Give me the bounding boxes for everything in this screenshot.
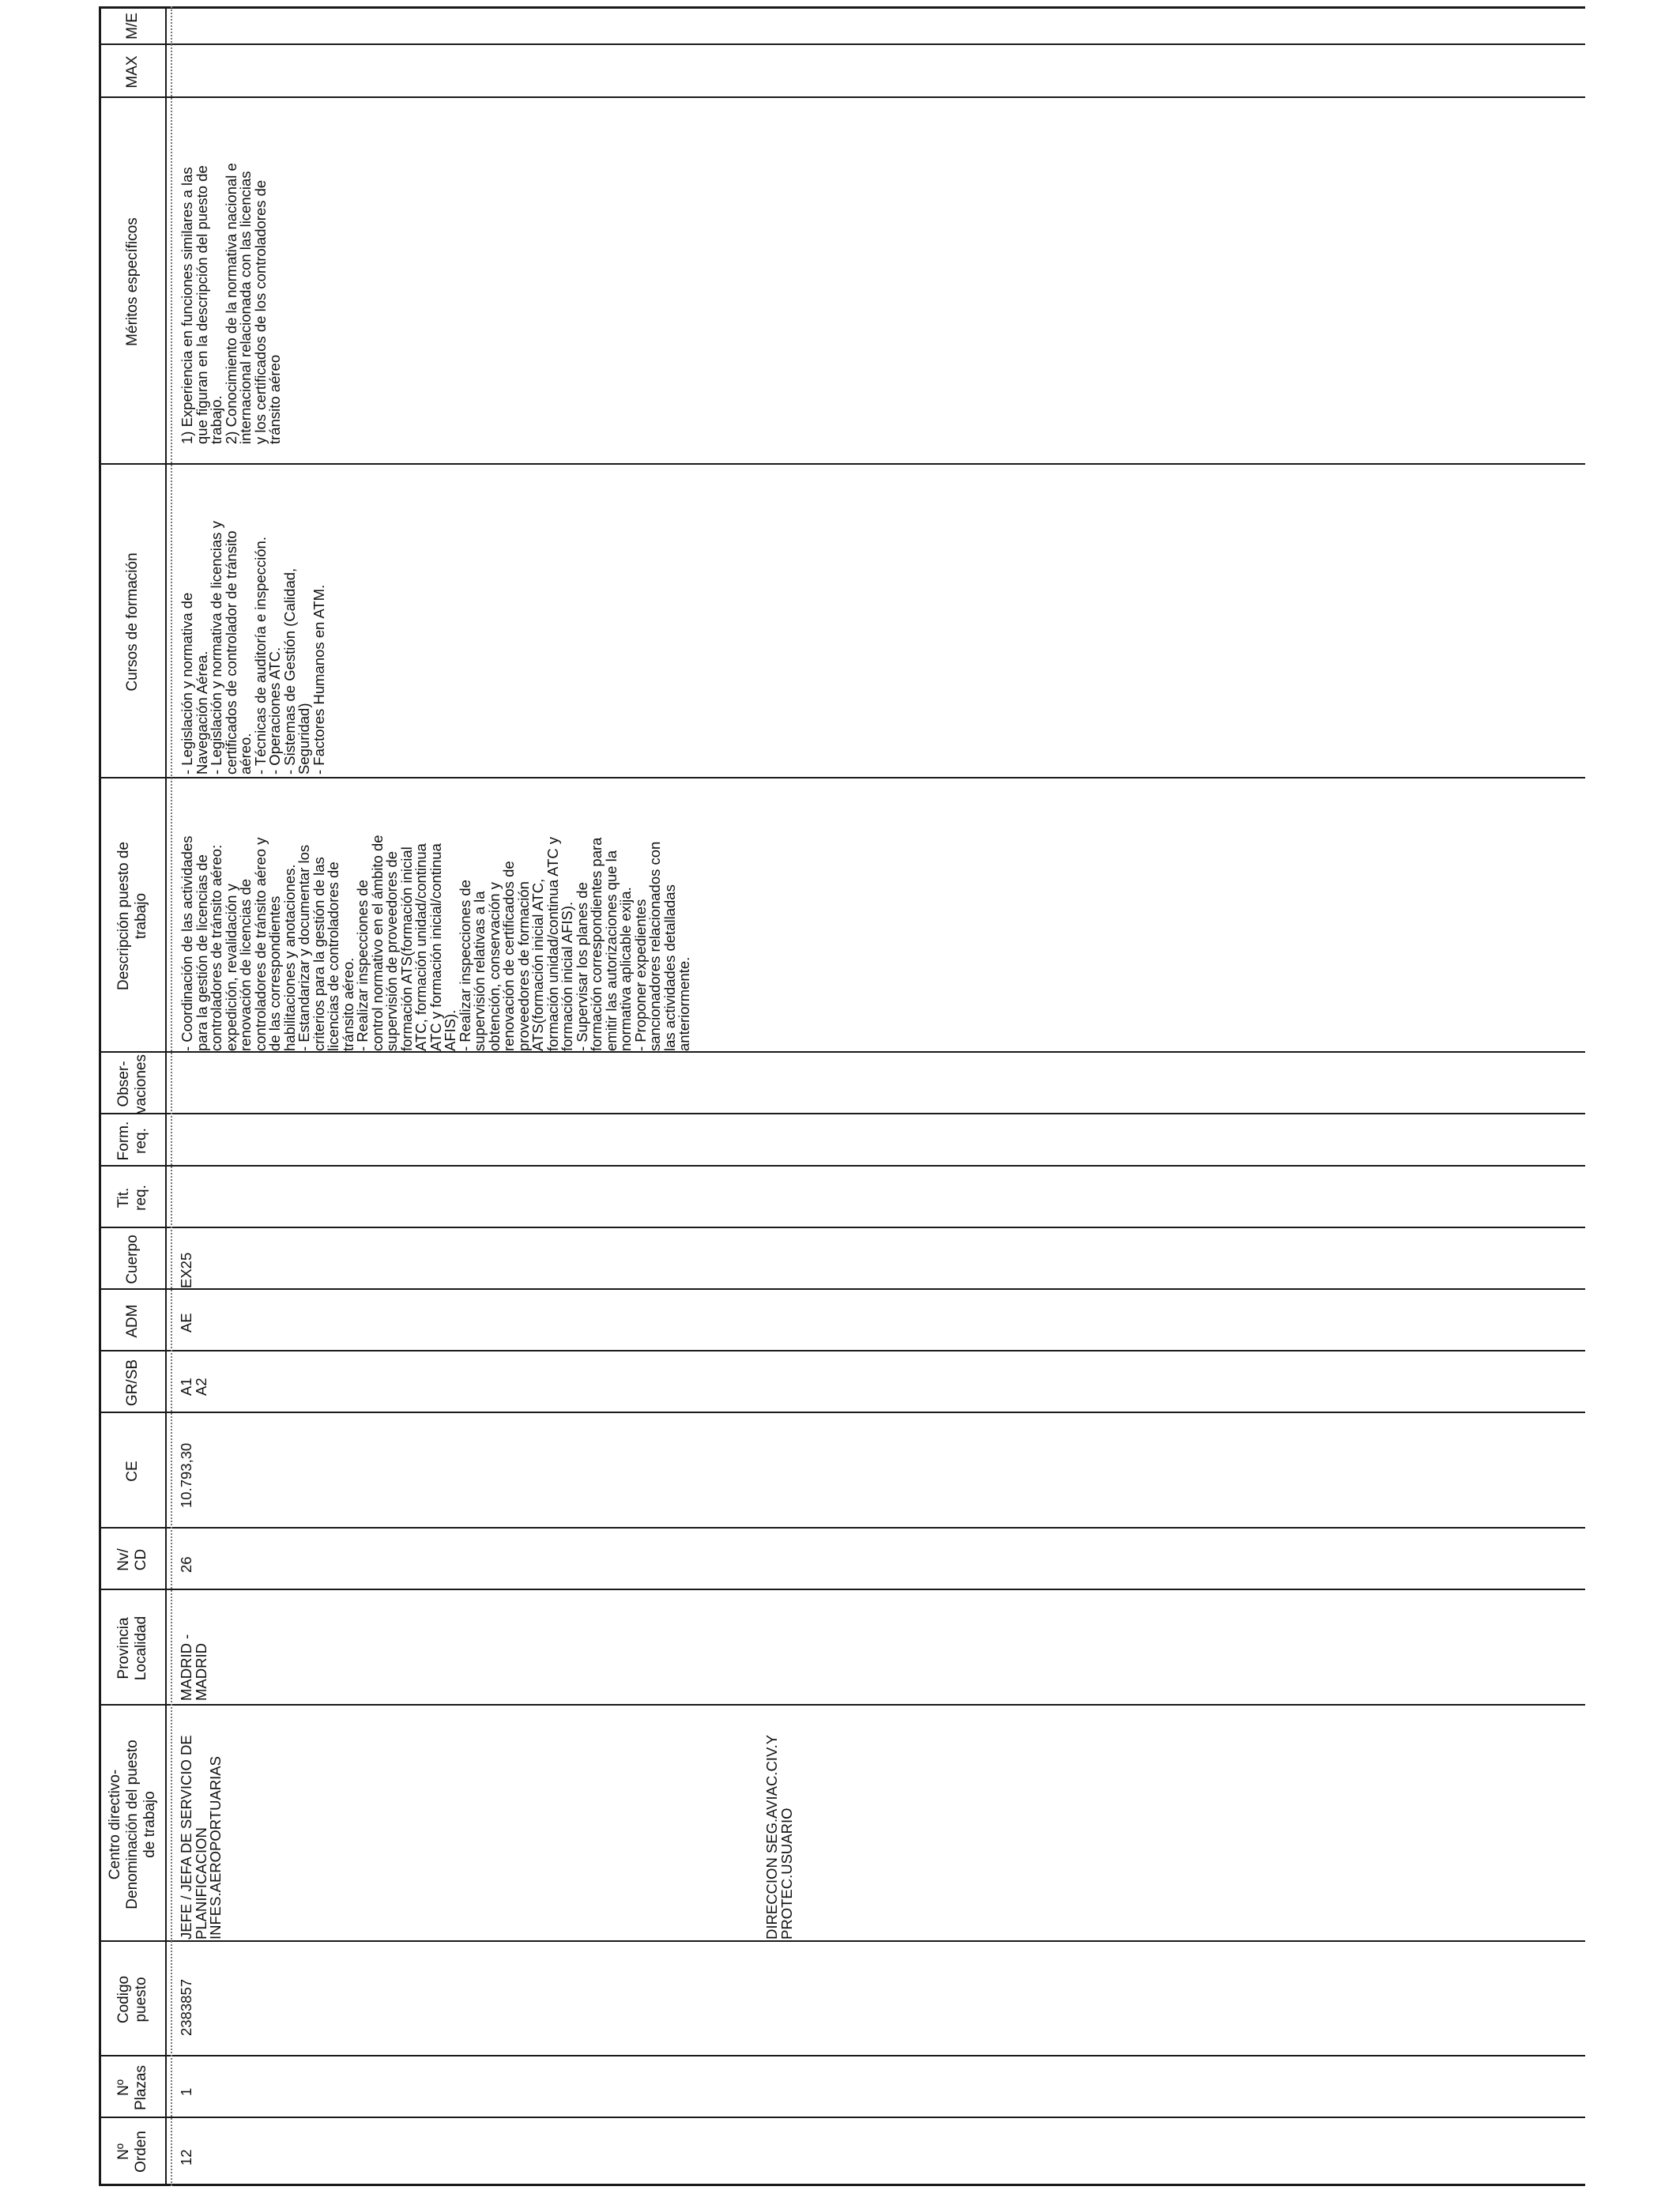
- cell-provincia: MADRID - MADRID: [178, 1634, 209, 1701]
- header-ce: CE: [124, 1461, 141, 1482]
- header-plazas: Nº Plazas: [115, 2064, 149, 2111]
- cell-plazas: 1: [178, 2087, 194, 2096]
- column-separator: [99, 777, 1585, 778]
- header-observaciones: Obser- vaciones: [115, 1054, 149, 1114]
- column-separator: [99, 1589, 1585, 1590]
- column-separator: [99, 2055, 1585, 2056]
- cell-descripcion: - Coordinación de las actividades para la gestión de licencias de controladores de tránsito aéreo: expedición, revalidación y renovación de licencias de controladores de tránsito aéreo y de las correspondientes habilitaciones y anotaciones. - Estandarizar y documentar los criterios para la gestión de las licencias de controladores de tránsito aéreo. - Realizar inspecciones de control normativo en el ámbito de supervisión de proveedores de formación ATS(formación inicial ATC, formación unidad/continua ATC y formación inicial/continua AFIS). - Realizar inspecciones de supervisión relativas a la obtención, conservación y renovación de certificados de proveedores de formación ATS(formación inicial ATC, formación unidad/continua ATC y formación inicial AFIS). - Supervisar los planes de formación correspondientes para emitir las autorizaciones que la normativa aplicable exija. - Proponer expedientes sancionadores relacionados con las actividades detalladas anteriormente.: [179, 835, 692, 1051]
- cell-codigo: 2383857: [178, 1978, 194, 2036]
- header-cursos: Cursos de formación: [124, 552, 141, 692]
- column-separator: [99, 1113, 1585, 1114]
- cell-meritos: 1) Experiencia en funciones similares a las que figuran en la descripción del puesto de trabajo. 2) Conocimiento de la normativa nacional e internacional relacionada con las licencias y los certificados de los controladores de tránsito aéreo: [179, 163, 283, 444]
- column-separator: [99, 1350, 1585, 1351]
- row-dotted-guide: [171, 6, 172, 2186]
- header-orden: Nº Orden: [115, 2131, 149, 2173]
- header-descripcion: Descripción puesto de trabajo: [115, 842, 149, 990]
- table-bottom-border: [99, 2184, 1585, 2186]
- column-separator: [99, 463, 1585, 465]
- column-separator: [99, 1704, 1585, 1706]
- cell-nivel: 26: [178, 1556, 194, 1573]
- column-separator: [99, 1165, 1585, 1167]
- cell-grupo: A1 A2: [178, 1378, 209, 1396]
- header-meritos: Méritos específicos: [124, 217, 141, 346]
- cell-ce: 10.793,30: [178, 1442, 194, 1508]
- header-provincia: Provincia Localidad: [115, 1615, 149, 1681]
- column-separator: [99, 1412, 1585, 1413]
- header-cuerpo: Cuerpo: [124, 1235, 141, 1284]
- header-max: MAX: [124, 55, 141, 89]
- header-nivel: Nv/ CD: [115, 1548, 149, 1571]
- column-separator: [99, 2117, 1585, 2118]
- header-me: M/E: [124, 13, 141, 40]
- header-centro: Centro directivo- Denominación del puesto de trabajo: [107, 1740, 158, 1909]
- column-separator: [99, 1051, 1585, 1053]
- header-adm: ADM: [124, 1304, 141, 1338]
- header-row-divider: [165, 6, 167, 2186]
- column-separator: [99, 1288, 1585, 1290]
- cell-denominacion: JEFE / JEFA DE SERVICIO DE PLANIFICACION INFES.AEROPORTUARIAS: [178, 1735, 224, 1940]
- column-separator: [99, 1527, 1585, 1529]
- column-separator: [99, 43, 1585, 45]
- cell-cuerpo: EX25: [178, 1252, 194, 1288]
- column-separator: [99, 96, 1585, 98]
- cell-centro-directivo: DIRECCION SEG.AVIAC.CIV.Y PROTEC.USUARIO: [763, 1734, 795, 1940]
- table-top-border: [99, 6, 1585, 9]
- column-separator: [99, 1940, 1585, 1942]
- header-codigo: Codigo puesto: [115, 1975, 149, 2024]
- cell-adm: AE: [178, 1313, 194, 1333]
- header-titulacion: Tit. req.: [115, 1185, 149, 1211]
- header-formacion: Form. req.: [115, 1121, 149, 1161]
- header-grupo: GR/SB: [124, 1359, 141, 1407]
- cell-orden: 12: [178, 2149, 194, 2166]
- column-separator: [99, 1227, 1585, 1228]
- cell-cursos: - Legislación y normativa de Navegación Aérea. - Legislación y normativa de licencias y certificados de controlador de tránsito aéreo. - Técnicas de auditoría e inspección. - Operaciones ATC. - Sistemas de Gestión (Calidad, Seguridad) - Factores Humanos en ATM.: [179, 521, 327, 775]
